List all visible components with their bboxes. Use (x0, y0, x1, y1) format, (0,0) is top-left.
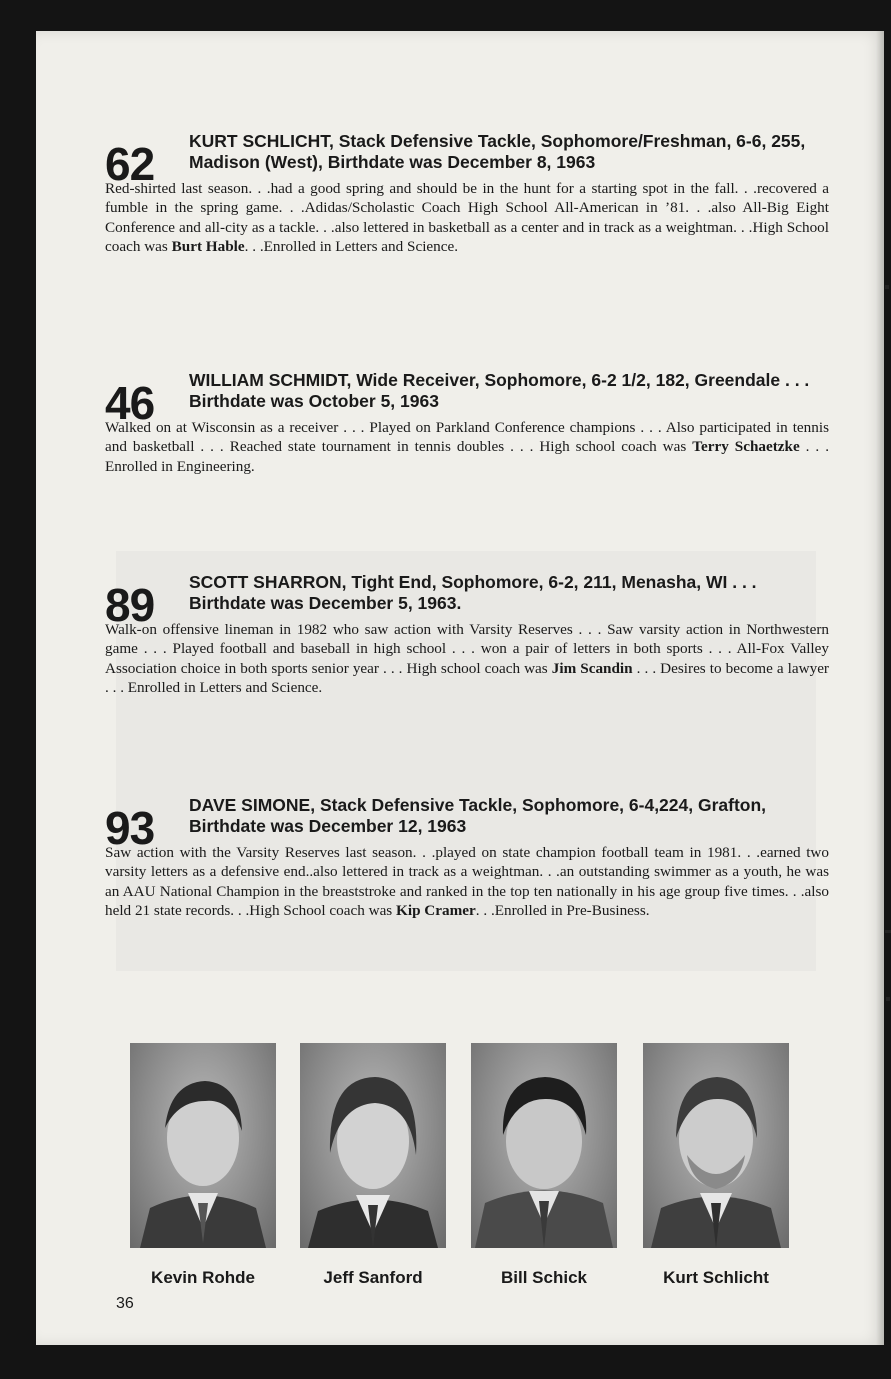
coach-name: Kip Cramer (396, 902, 476, 920)
jersey-number: 62 (105, 138, 155, 190)
headshot-photo (130, 1043, 276, 1248)
scan-mark (886, 997, 890, 1001)
photo-caption: Bill Schick (501, 1268, 587, 1287)
player-bio: Walk-on offensive lineman in 1982 who saw action with Varsity Reserves . . . Saw varsity action in Northwestern game . . . Played football and baseball in high school . . . won a pair of letters in both sports . . . All-Fox Valley Association choice in both sports senior year . . . High school coach was Jim Scandin . . . Desires to become a lawyer . . . Enrolled in Letters and Science. (105, 621, 829, 697)
photo-caption: Kevin Rohde (151, 1268, 255, 1287)
player-bio: Saw action with the Varsity Reserves last season. . .played on state champion football team in 1981. . .earned two varsity letters as a defensive end..also lettered in track as a weightman. . .an outstanding swimmer as a youth, he was an AAU National Champion in the breaststroke and ranked in the top ten nationally in his age group five times. . .also held 21 state records. . .High School coach was Kip Cramer. . .Enrolled in Pre-Business. (105, 844, 829, 920)
scan-mark (885, 285, 889, 289)
player-bio: Walked on at Wisconsin as a receiver . . . Played on Parkland Conference champions . . . Also participated in tennis and basketball . . . Reached state tournament in tennis doubles . . . High school coach was Terry Schaetzke . . . Enrolled in Engineering. (105, 419, 829, 475)
jersey-number: 89 (105, 579, 155, 631)
player-bio: Red-shirted last season. . .had a good spring and should be in the hunt for a starting spot in the fall. . .recovered a fumble in the spring game. . .Adidas/Scholastic Coach High School All-American in ’81. . .also All-Big Eight Conference and all-city as a tackle. . .also lettered in basketball as a center and in track as a weightman. . .High School coach was Burt Hable. . .Enrolled in Letters and Science. (105, 180, 829, 256)
coach-name: Terry Schaetzke (692, 438, 800, 456)
photo-row (130, 1043, 800, 1303)
player-header: SCOTT SHARRON, Tight End, Sophomore, 6-2, 211, Menasha, WI . . . Birthdate was December 5, 1963. (189, 572, 757, 613)
scan-mark (885, 930, 891, 933)
headshot-photo (300, 1043, 446, 1248)
page-edge-shadow (876, 31, 884, 1345)
photo-caption: Jeff Sanford (323, 1268, 423, 1287)
photo-caption: Kurt Schlicht (663, 1268, 769, 1287)
player-header: WILLIAM SCHMIDT, Wide Receiver, Sophomore, 6-2 1/2, 182, Greendale . . . Birthdate was October 5, 1963 (189, 370, 810, 411)
page-number: 36 (116, 1295, 134, 1312)
jersey-number: 46 (105, 377, 155, 429)
player-header: DAVE SIMONE, Stack Defensive Tackle, Sophomore, 6-4,224, Grafton, Birthdate was December 12, 1963 (189, 795, 767, 836)
player-header: KURT SCHLICHT, Stack Defensive Tackle, Sophomore/Freshman, 6-6, 255, Madison (West), Birthdate was December 8, 1963 (189, 131, 806, 172)
headshot-photo (643, 1043, 789, 1248)
headshot-photo (471, 1043, 617, 1248)
coach-name: Jim Scandin (551, 659, 633, 677)
coach-name: Burt Hable (171, 238, 245, 256)
jersey-number: 93 (105, 802, 155, 854)
program-page (36, 31, 884, 1345)
